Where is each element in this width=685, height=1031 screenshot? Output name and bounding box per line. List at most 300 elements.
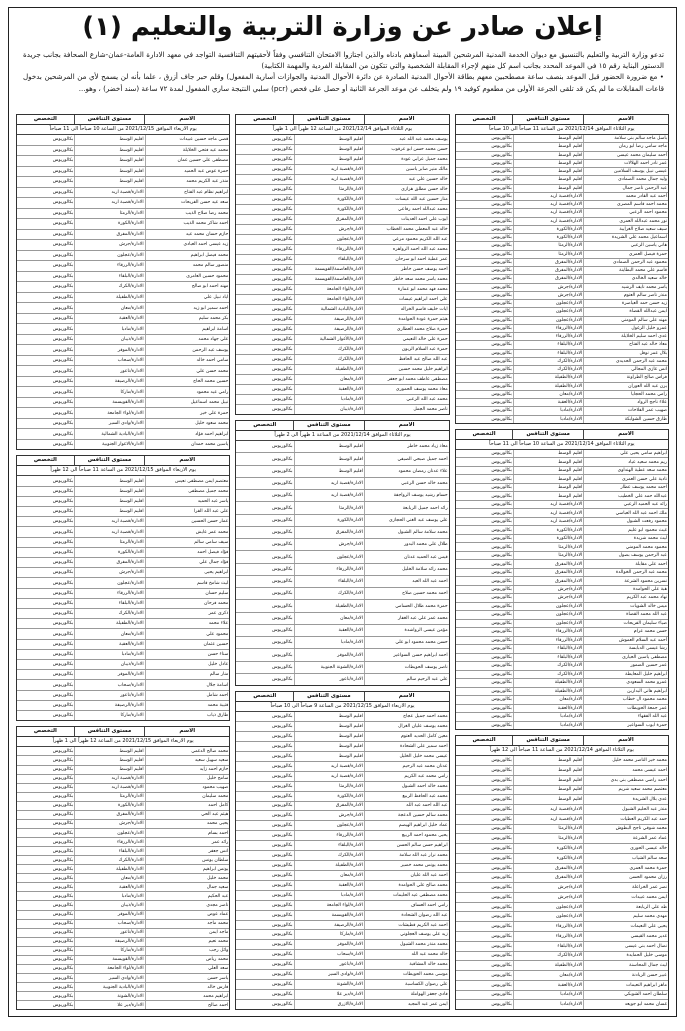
candidate-name: محمد خالد احمد الشبول	[364, 782, 449, 791]
schedule-table	[235, 691, 449, 1010]
specialization: بكالوريوس	[272, 407, 293, 412]
competition-level: الادارة/مادبا	[513, 407, 583, 414]
specialization: بكالوريوس	[52, 221, 74, 227]
intro-paragraph: تدعو وزارة التربية والتعليم بالتنسيق مع ديوان الخدمة المدنية المرشحين المبينة أسماؤهم بادناه والذين اجتازوا الامتحان التنافسي وفقاً لأحقيتهم التنافسية التواجد في معهد الادارة العامة-عمان-شارع الصحافة بجانب جريدة الدستور البناية رقم ١٥ في الموعد المحدد بجانب اسم كل منهم لإجراء المقابلة الشخصية والتي تتكون من المقابلة الفردية والمهمة الكتابية)	[23, 50, 664, 71]
specialization: بكالوريوس	[491, 586, 512, 592]
competition-level: الادارة/عجلون	[513, 308, 583, 315]
table-row	[456, 317, 668, 325]
candidate-name: غسان محمد ابو جويعد	[583, 1000, 668, 1009]
table-row	[456, 458, 668, 466]
competition-level: الادارة/المفرق	[513, 560, 583, 567]
competition-level: الادارة/البلقاء	[294, 255, 364, 264]
specialization: بكالوريوس	[491, 292, 512, 298]
specialization: بكالوريوس	[491, 317, 512, 323]
candidate-name: محمود علي	[145, 629, 230, 638]
table-row	[456, 399, 668, 407]
candidate-name: معاذ محمد يوسف الحموري	[364, 385, 449, 394]
competition-level: الادارة/جرش	[294, 539, 364, 550]
specialization: بكالوريوس	[272, 813, 293, 819]
candidate-name: خالد عيسى الحوري	[583, 844, 668, 853]
specialization: بكالوريوس	[52, 242, 74, 248]
candidate-name: محمد عمر علي عبد الغفار	[364, 613, 449, 624]
candidate-name: يحيى محمود احمد الربيع	[364, 831, 449, 840]
table-row	[17, 711, 229, 720]
specialization: بكالوريوس	[52, 713, 74, 719]
competition-level: اقليم الوسط	[294, 453, 364, 464]
table-row	[17, 775, 229, 784]
table-row	[456, 350, 668, 358]
specialization: بكالوريوس	[272, 357, 293, 362]
table-row	[17, 335, 229, 346]
competition-level: الادارة/مادبا	[513, 1000, 583, 1009]
competition-level: الادارة/سحاب	[74, 920, 144, 928]
table-row	[17, 135, 229, 146]
candidate-name: احمد شامل	[145, 691, 230, 700]
competition-level: الادارة/جرش	[294, 811, 364, 820]
specialization: بكالوريوس	[491, 383, 512, 389]
candidate-name: محمد سعود خليل	[145, 419, 230, 429]
header-name: الاسم	[364, 421, 449, 430]
candidate-name: ماجد سامي رضا ابو رمان	[583, 143, 668, 150]
competition-level: اقليم الوسط	[513, 450, 583, 457]
table-row	[17, 589, 229, 599]
competition-level: الادارة/الرصيفة	[74, 377, 144, 387]
table-row	[456, 509, 668, 517]
candidate-name: مصطفى ياسين الحياري	[583, 654, 668, 661]
candidate-name: حمد عبد الكريم العطيات	[583, 815, 668, 824]
specialization: بكالوريوس	[491, 1002, 512, 1008]
specialization: بكالوريوس	[272, 207, 293, 212]
table-row	[17, 838, 229, 847]
specialization: بكالوريوس	[272, 267, 293, 272]
table-row	[236, 613, 448, 625]
candidate-name: احمد عبد الله عليان	[364, 871, 449, 880]
table-row	[456, 942, 668, 952]
table-row	[236, 772, 448, 782]
header-specialization: التخصص	[33, 457, 57, 464]
specialization: بكالوريوس	[272, 783, 293, 789]
table-row	[236, 235, 448, 245]
specialization: بكالوريوس	[52, 400, 74, 406]
competition-level: الادارة/معان	[294, 375, 364, 384]
candidate-name: رامي محمد الحجايا	[583, 391, 668, 398]
table-row	[456, 234, 668, 242]
specialization: بكالوريوس	[272, 237, 293, 242]
table-row	[17, 188, 229, 199]
specialization: بكالوريوس	[52, 611, 74, 617]
table-row	[456, 893, 668, 903]
specialization: بكالوريوس	[272, 763, 293, 769]
table-row	[456, 586, 668, 594]
specialization: بكالوريوس	[491, 451, 512, 457]
table-row	[17, 920, 229, 929]
candidate-name: باسل ماجد سالم بني سلامة	[583, 135, 668, 142]
specialization: بكالوريوس	[52, 662, 74, 668]
competition-level: الادارة/مادبا	[294, 637, 364, 648]
competition-level: الادارة/الزرقاء	[294, 245, 364, 254]
header-competition-level: مستوى التنافس	[293, 421, 363, 430]
table-row	[236, 940, 448, 950]
specialization: بكالوريوس	[272, 337, 293, 342]
candidate-name: عمار حسن الحسين	[145, 517, 230, 526]
table-row	[456, 722, 668, 729]
competition-level: الادارة/المفرق	[513, 259, 583, 266]
candidate-name: عدي بلال الشريدة	[583, 795, 668, 804]
competition-level: الادارة/البلقاء	[74, 847, 144, 855]
table-row	[17, 747, 229, 756]
candidate-name: محمد خالد المشاقبة	[364, 960, 449, 969]
competition-level: الادارة/القويسمة	[294, 911, 364, 920]
candidate-name: ياسر عبد الحميد	[145, 497, 230, 506]
specialization: بكالوريوس	[52, 682, 74, 688]
candidate-name: علي احمد ابراهيم عيسات	[364, 295, 449, 304]
table-header	[456, 430, 668, 440]
competition-level: الادارة/المفرق	[294, 215, 364, 224]
table-row	[456, 168, 668, 176]
specialization: بكالوريوس	[491, 885, 512, 891]
candidate-name: منذر عبد الكريم محمد	[145, 177, 230, 187]
table-row	[236, 275, 448, 285]
specialization: بكالوريوس	[491, 637, 512, 643]
table-row	[17, 820, 229, 829]
table-row	[236, 345, 448, 355]
candidate-name: سعد سالم الشياب	[583, 854, 668, 863]
candidate-name: عماد عوض	[145, 911, 230, 919]
specialization: بكالوريوس	[52, 848, 74, 854]
competition-level: الادارة/قصبة اربد	[74, 188, 144, 198]
specialization: بكالوريوس	[52, 478, 74, 484]
specialization: بكالوريوس	[272, 517, 293, 523]
candidate-name: ياسين محمد حمدان	[145, 440, 230, 450]
competition-level: الادارة/مادبا	[294, 891, 364, 900]
table-row	[456, 333, 668, 341]
table-row	[236, 255, 448, 265]
candidate-name: سيف سامي سالم	[145, 538, 230, 547]
candidate-name: محمد سليمان	[145, 793, 230, 801]
table-row	[17, 568, 229, 578]
competition-level: الادارة/الرمثا	[513, 834, 583, 843]
specialization: بكالوريوس	[491, 826, 512, 832]
table-row	[456, 795, 668, 805]
candidate-name: محمد سعد عطية الهنداوي	[583, 467, 668, 474]
competition-level: الادارة/لواء الجامعة	[294, 295, 364, 304]
table-row	[236, 871, 448, 881]
interview-time-slot: يوم الثلاثاء الموافق 2021/12/14 من الساعة 12 ظهراً الى 1 ظهراً	[236, 125, 448, 135]
competition-level: اقليم الوسط	[513, 176, 583, 183]
competition-level: الادارة/الرمثا	[74, 538, 144, 547]
table-row	[456, 484, 668, 492]
table-row	[17, 282, 229, 293]
table-row	[456, 671, 668, 679]
table-row	[456, 932, 668, 942]
table-row	[456, 552, 668, 560]
candidate-name: محمود حسين العامري	[145, 272, 230, 282]
candidate-name: عدي احمد سليم الخلايلة	[583, 333, 668, 340]
candidate-name: نهاد محمد عبد الكريم	[583, 594, 668, 601]
specialization: بكالوريوس	[272, 991, 293, 997]
table-row	[17, 219, 229, 230]
competition-level: الادارة/الطفيلة	[513, 961, 583, 970]
candidate-name: حمزة صلاح محمد العطاري	[364, 325, 449, 334]
competition-level: الادارة/الموقر	[294, 940, 364, 949]
specialization: بكالوريوس	[272, 456, 293, 462]
table-row	[17, 756, 229, 765]
candidate-name: نسرين محمود الشرعة	[583, 577, 668, 584]
header-name: الاسم	[144, 456, 229, 465]
candidate-name: علي عبد الله الفرا	[145, 507, 230, 516]
table-row	[17, 766, 229, 775]
specialization: بكالوريوس	[272, 197, 293, 202]
table-row	[17, 177, 229, 188]
candidate-name: محمد عبد الحافظ الربيع	[364, 792, 449, 801]
competition-level: الادارة/الكرك	[74, 609, 144, 618]
table-body	[236, 712, 448, 1009]
competition-level: الادارة/قصبة اربد	[294, 175, 364, 184]
competition-level: الادارة/الكورة	[294, 205, 364, 214]
table-row	[456, 193, 668, 201]
table-row	[236, 576, 448, 588]
specialization: بكالوريوس	[52, 975, 74, 981]
interview-time-slot: يوم الثلاثاء الموافق 2021/12/14 من الساعة 10 صباحاً الى 11 صباحاً	[456, 440, 668, 450]
candidate-name: منذر ناصر سالم العتوم	[583, 292, 668, 299]
candidate-name: ابراهيم نظام عبد الفتاح	[145, 188, 230, 198]
announcement-page	[8, 7, 677, 1017]
table-row	[236, 325, 448, 335]
schedule-table	[235, 114, 449, 415]
table-row	[17, 356, 229, 367]
table-row	[456, 135, 668, 143]
specialization: بكالوريوس	[272, 853, 293, 859]
competition-level: الادارة/الرمثا	[74, 209, 144, 219]
table-row	[17, 619, 229, 629]
specialization: بكالوريوس	[272, 137, 293, 142]
competition-level: الادارة/الطفيلة	[74, 619, 144, 628]
candidate-name: ابراهيم خليل محمد حسين	[364, 365, 449, 374]
header-name: الاسم	[364, 115, 449, 124]
specialization: بكالوريوس	[52, 560, 74, 566]
table-row	[236, 315, 448, 325]
table-row	[456, 854, 668, 864]
table-row	[456, 366, 668, 374]
competition-level: الادارة/الموقر	[74, 345, 144, 355]
specialization: بكالوريوس	[491, 777, 512, 783]
specialization: بكالوريوس	[52, 984, 74, 990]
candidate-name: عبد الحكيم	[145, 892, 230, 900]
candidate-name: خالد محمد عبد الله	[364, 950, 449, 959]
specialization: بكالوريوس	[272, 677, 293, 683]
specialization: بكالوريوس	[491, 953, 512, 959]
specialization: بكالوريوس	[272, 932, 293, 938]
candidate-name: ريم محمد سعيد عياد	[583, 458, 668, 465]
competition-level: اقليم الوسط	[294, 441, 364, 452]
specialization: بكالوريوس	[491, 202, 512, 208]
competition-level: اقليم الوسط	[74, 756, 144, 764]
specialization: بكالوريوس	[52, 549, 74, 555]
competition-level: الادارة/البلقاء	[513, 654, 583, 661]
specialization: بكالوريوس	[52, 600, 74, 606]
competition-level: اقليم الوسط	[74, 487, 144, 496]
candidate-name: رامي عيد محمود	[145, 387, 230, 397]
specialization: بكالوريوس	[272, 147, 293, 152]
candidate-name: محمود رفعت الشبول	[583, 518, 668, 525]
table-row	[17, 408, 229, 419]
candidate-name: احمد راضي مصطفى بني بدي	[583, 776, 668, 785]
competition-level: الادارة/الكرك	[513, 366, 583, 373]
competition-level: الادارة/الرمثا	[74, 793, 144, 801]
competition-level: الادارة/جرش	[513, 586, 583, 593]
specialization: بكالوريوس	[272, 902, 293, 908]
candidate-name: عمر حسين الضمور	[583, 662, 668, 669]
header-competition-level: مستوى التنافس	[293, 115, 363, 124]
specialization: بكالوريوس	[52, 379, 74, 385]
specialization: بكالوريوس	[272, 257, 293, 262]
candidate-name: حمزة علي خالد النعيمي	[364, 335, 449, 344]
candidate-name: يحيى علي النعيمات	[583, 922, 668, 931]
header-competition-level: مستوى التنافس	[74, 115, 144, 124]
candidate-name: احمد جميل صبحي الصيفي	[364, 453, 449, 464]
specialization: بكالوريوس	[52, 641, 74, 647]
table-row	[456, 679, 668, 687]
competition-level: الادارة/معان	[513, 696, 583, 703]
table-row	[17, 965, 229, 974]
competition-level: الادارة/الشونة	[74, 992, 144, 1000]
specialization: بكالوريوس	[272, 615, 293, 621]
competition-level: الادارة/الرصيفة	[294, 921, 364, 930]
specialization: بكالوريوس	[272, 793, 293, 799]
table-row	[456, 864, 668, 874]
specialization: بكالوريوس	[52, 147, 74, 153]
competition-level: الادارة/عجلون	[294, 235, 364, 244]
table-row	[236, 539, 448, 551]
competition-level: اقليم الوسط	[74, 177, 144, 187]
candidate-name: رامي محمد عبد الكريم	[364, 772, 449, 781]
table-row	[456, 450, 668, 458]
competition-level: الادارة/العقبة	[513, 981, 583, 990]
competition-level: اقليم الوسط	[294, 732, 364, 741]
header-specialization: التخصص	[472, 737, 496, 744]
candidate-name: منار سالم	[145, 670, 230, 679]
competition-level: الادارة/الموقر	[294, 649, 364, 660]
table-row	[17, 892, 229, 901]
candidate-name: عدنان محمد عبد الرحيم	[364, 762, 449, 771]
candidate-name: احمد ابراهيم حسن السواعير	[364, 649, 449, 660]
competition-level: الادارة/عجلون	[513, 603, 583, 610]
candidate-name: ملك احمد عبد الله العباسي	[583, 509, 668, 516]
table-row	[17, 784, 229, 793]
interview-time-slot: يوم الاربعاء الموافق 2021/12/15 من الساعة 12 ظهراً الى 1 ظهراً	[17, 737, 229, 747]
specialization: بكالوريوس	[491, 367, 512, 373]
candidate-name: معاذ زياد محمد خاطر	[364, 441, 449, 452]
specialization: بكالوريوس	[272, 530, 293, 536]
competition-level: الادارة/ماركا	[74, 711, 144, 720]
specialization: بكالوريوس	[272, 952, 293, 958]
competition-level: الادارة/الرمثا	[513, 251, 583, 258]
candidate-name: احمد سمير علي الشحادة	[364, 742, 449, 751]
specialization: بكالوريوس	[491, 845, 512, 851]
candidate-name: رائد عبد الحميد الزعبي	[583, 501, 668, 508]
table-row	[236, 811, 448, 821]
candidate-name: محمد مصطفى عيد الحليمات	[364, 891, 449, 900]
candidate-name: غيث محمود ابو عليم	[583, 526, 668, 533]
specialization: بكالوريوس	[52, 621, 74, 627]
competition-level: الادارة/الازرق	[294, 1000, 364, 1009]
table-row	[456, 492, 668, 500]
competition-level: الادارة/الزرقاء	[513, 932, 583, 941]
table-row	[17, 240, 229, 251]
specialization: بكالوريوس	[491, 169, 512, 175]
table-row	[17, 398, 229, 409]
specialization: بكالوريوس	[491, 570, 512, 576]
table-row	[456, 603, 668, 611]
candidate-name: صهيب محمود	[145, 784, 230, 792]
table-row	[236, 625, 448, 637]
candidate-name: محمد حسن علي	[145, 366, 230, 376]
specialization: بكالوريوس	[52, 570, 74, 576]
specialization: بكالوريوس	[272, 347, 293, 352]
specialization: بكالوريوس	[491, 325, 512, 331]
table-row	[17, 974, 229, 983]
candidate-name: سلطان يونس	[145, 856, 230, 864]
table-row	[236, 802, 448, 812]
specialization: بكالوريوس	[52, 529, 74, 535]
candidate-name: ميس خالد الشويات	[583, 603, 668, 610]
candidate-name: ليث شامخ قاسم	[145, 578, 230, 587]
competition-level: اقليم الوسط	[74, 156, 144, 166]
specialization: بكالوريوس	[491, 972, 512, 978]
specialization: بكالوريوس	[491, 561, 512, 567]
candidate-name: فؤاد جمال علي	[145, 558, 230, 567]
candidate-name: هيثم عبد الحي	[145, 811, 230, 819]
specialization: بكالوريوس	[491, 527, 512, 533]
competition-level: الادارة/مادبا	[74, 892, 144, 900]
competition-level: الادارة/قصبة اربد	[74, 198, 144, 208]
specialization: بكالوريوس	[272, 167, 293, 172]
specialization: بكالوريوس	[272, 803, 293, 809]
table-row	[17, 901, 229, 910]
specialization: بكالوريوس	[491, 375, 512, 381]
table-row	[236, 265, 448, 275]
specialization: بكالوريوس	[52, 957, 74, 963]
competition-level: الادارة/العاصمة/القويسمة	[294, 265, 364, 274]
specialization: بكالوريوس	[52, 672, 74, 678]
competition-level: الادارة/الطفيلة	[294, 365, 364, 374]
table-row	[17, 947, 229, 956]
table-row	[236, 502, 448, 514]
candidate-name: حسين عثمان	[145, 640, 230, 649]
table-row	[236, 851, 448, 861]
specialization: بكالوريوس	[52, 442, 74, 448]
competition-level: الادارة/لواء الجامعة	[294, 901, 364, 910]
specialization: بكالوريوس	[52, 866, 74, 872]
competition-level: الادارة/العاصمة/القويسمة	[294, 275, 364, 284]
table-row	[17, 874, 229, 883]
competition-level: الادارة/البادية الشمالية	[74, 429, 144, 439]
competition-level: الادارة/الكورة	[294, 195, 364, 204]
table-body	[456, 135, 668, 423]
table-row	[236, 155, 448, 165]
candidate-name: محمد شوقي ناجح البطوش	[583, 825, 668, 834]
table-row	[456, 518, 668, 526]
specialization: بكالوريوس	[272, 566, 293, 572]
competition-level: اقليم الوسط	[294, 712, 364, 721]
specialization: بكالوريوس	[491, 400, 512, 406]
table-header	[236, 115, 448, 125]
header-competition-level: مستوى التنافس	[293, 692, 363, 701]
candidate-name: مالك منير صابر ياسين	[364, 165, 449, 174]
table-row	[17, 847, 229, 856]
specialization: بكالوريوس	[491, 251, 512, 257]
candidate-name: بكر محمد سليم	[145, 314, 230, 324]
